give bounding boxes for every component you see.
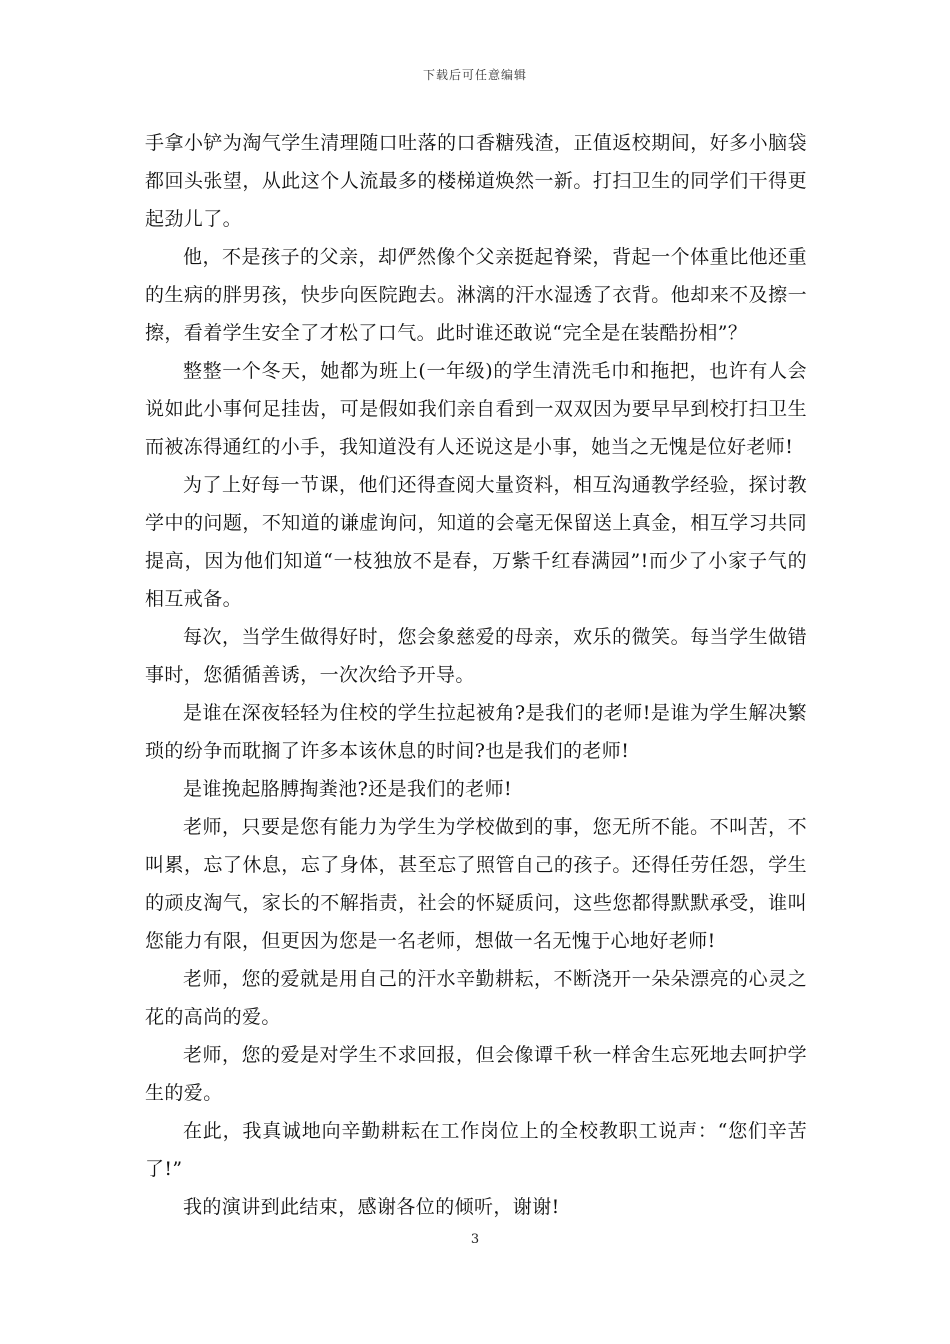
document-body	[145, 124, 807, 1226]
paragraph: 在此，我真诚地向辛勤耕耘在工作岗位上的全校教职工说声：“您们辛苦了!”	[145, 1120, 807, 1180]
paragraph: 老师，您的爱是对学生不求回报，但会像谭千秋一样舍生忘死地去呵护学生的爱。	[145, 1044, 807, 1104]
paragraph: 为了上好每一节课，他们还得查阅大量资料，相互沟通教学经验，探讨教学中的问题，不知道的谦虚询问，知道的会毫无保留送上真金，相互学习共同提高，因为他们知道“一枝独放不是春，万紫千红春满园”!而少了小家子气的相互戒备。	[145, 474, 807, 610]
paragraph: 老师，只要是您有能力为学生为学校做到的事，您无所不能。不叫苦，不叫累，忘了休息，忘了身体，甚至忘了照管自己的孩子。还得任劳任怨，学生的顽皮淘气，家长的不解指责，社会的怀疑质问，这些您都得默默承受，谁叫您能力有限，但更因为您是一名老师，想做一名无愧于心地好老师!	[145, 816, 807, 952]
paragraph: 整整一个冬天，她都为班上(一年级)的学生清洗毛巾和拖把，也许有人会说如此小事何足挂齿，可是假如我们亲自看到一双双因为要早早到校打扫卫生而被冻得通红的小手，我知道没有人还说这是小事，她当之无愧是位好老师!	[145, 360, 807, 458]
paragraph: 他，不是孩子的父亲，却俨然像个父亲挺起脊梁，背起一个体重比他还重的生病的胖男孩，快步向医院跑去。淋漓的汗水湿透了衣背。他却来不及擦一擦，看着学生安全了才松了口气。此时谁还敢说“完全是在装酷扮相”？	[145, 246, 807, 344]
page-number: 3	[470, 1232, 480, 1247]
paragraph: 手拿小铲为淘气学生清理随口吐落的口香糖残渣，正值返校期间，好多小脑袋都回头张望，从此这个人流最多的楼梯道焕然一新。打扫卫生的同学们干得更起劲儿了。	[145, 132, 807, 230]
paragraph: 是谁在深夜轻轻为住校的学生拉起被角?是我们的老师!是谁为学生解决繁琐的纷争而耽搁了许多本该休息的时间?也是我们的老师!	[145, 702, 807, 762]
paragraph: 每次，当学生做得好时，您会象慈爱的母亲，欢乐的微笑。每当学生做错事时，您循循善诱，一次次给予开导。	[145, 626, 807, 686]
page-header: 下载后可任意编辑	[422, 68, 527, 82]
paragraph: 是谁挽起胳膊掏粪池?还是我们的老师!	[183, 778, 513, 800]
paragraph: 我的演讲到此结束，感谢各位的倾听，谢谢!	[183, 1196, 560, 1218]
paragraph: 老师，您的爱就是用自己的汗水辛勤耕耘，不断浇开一朵朵漂亮的心灵之花的高尚的爱。	[145, 968, 807, 1028]
